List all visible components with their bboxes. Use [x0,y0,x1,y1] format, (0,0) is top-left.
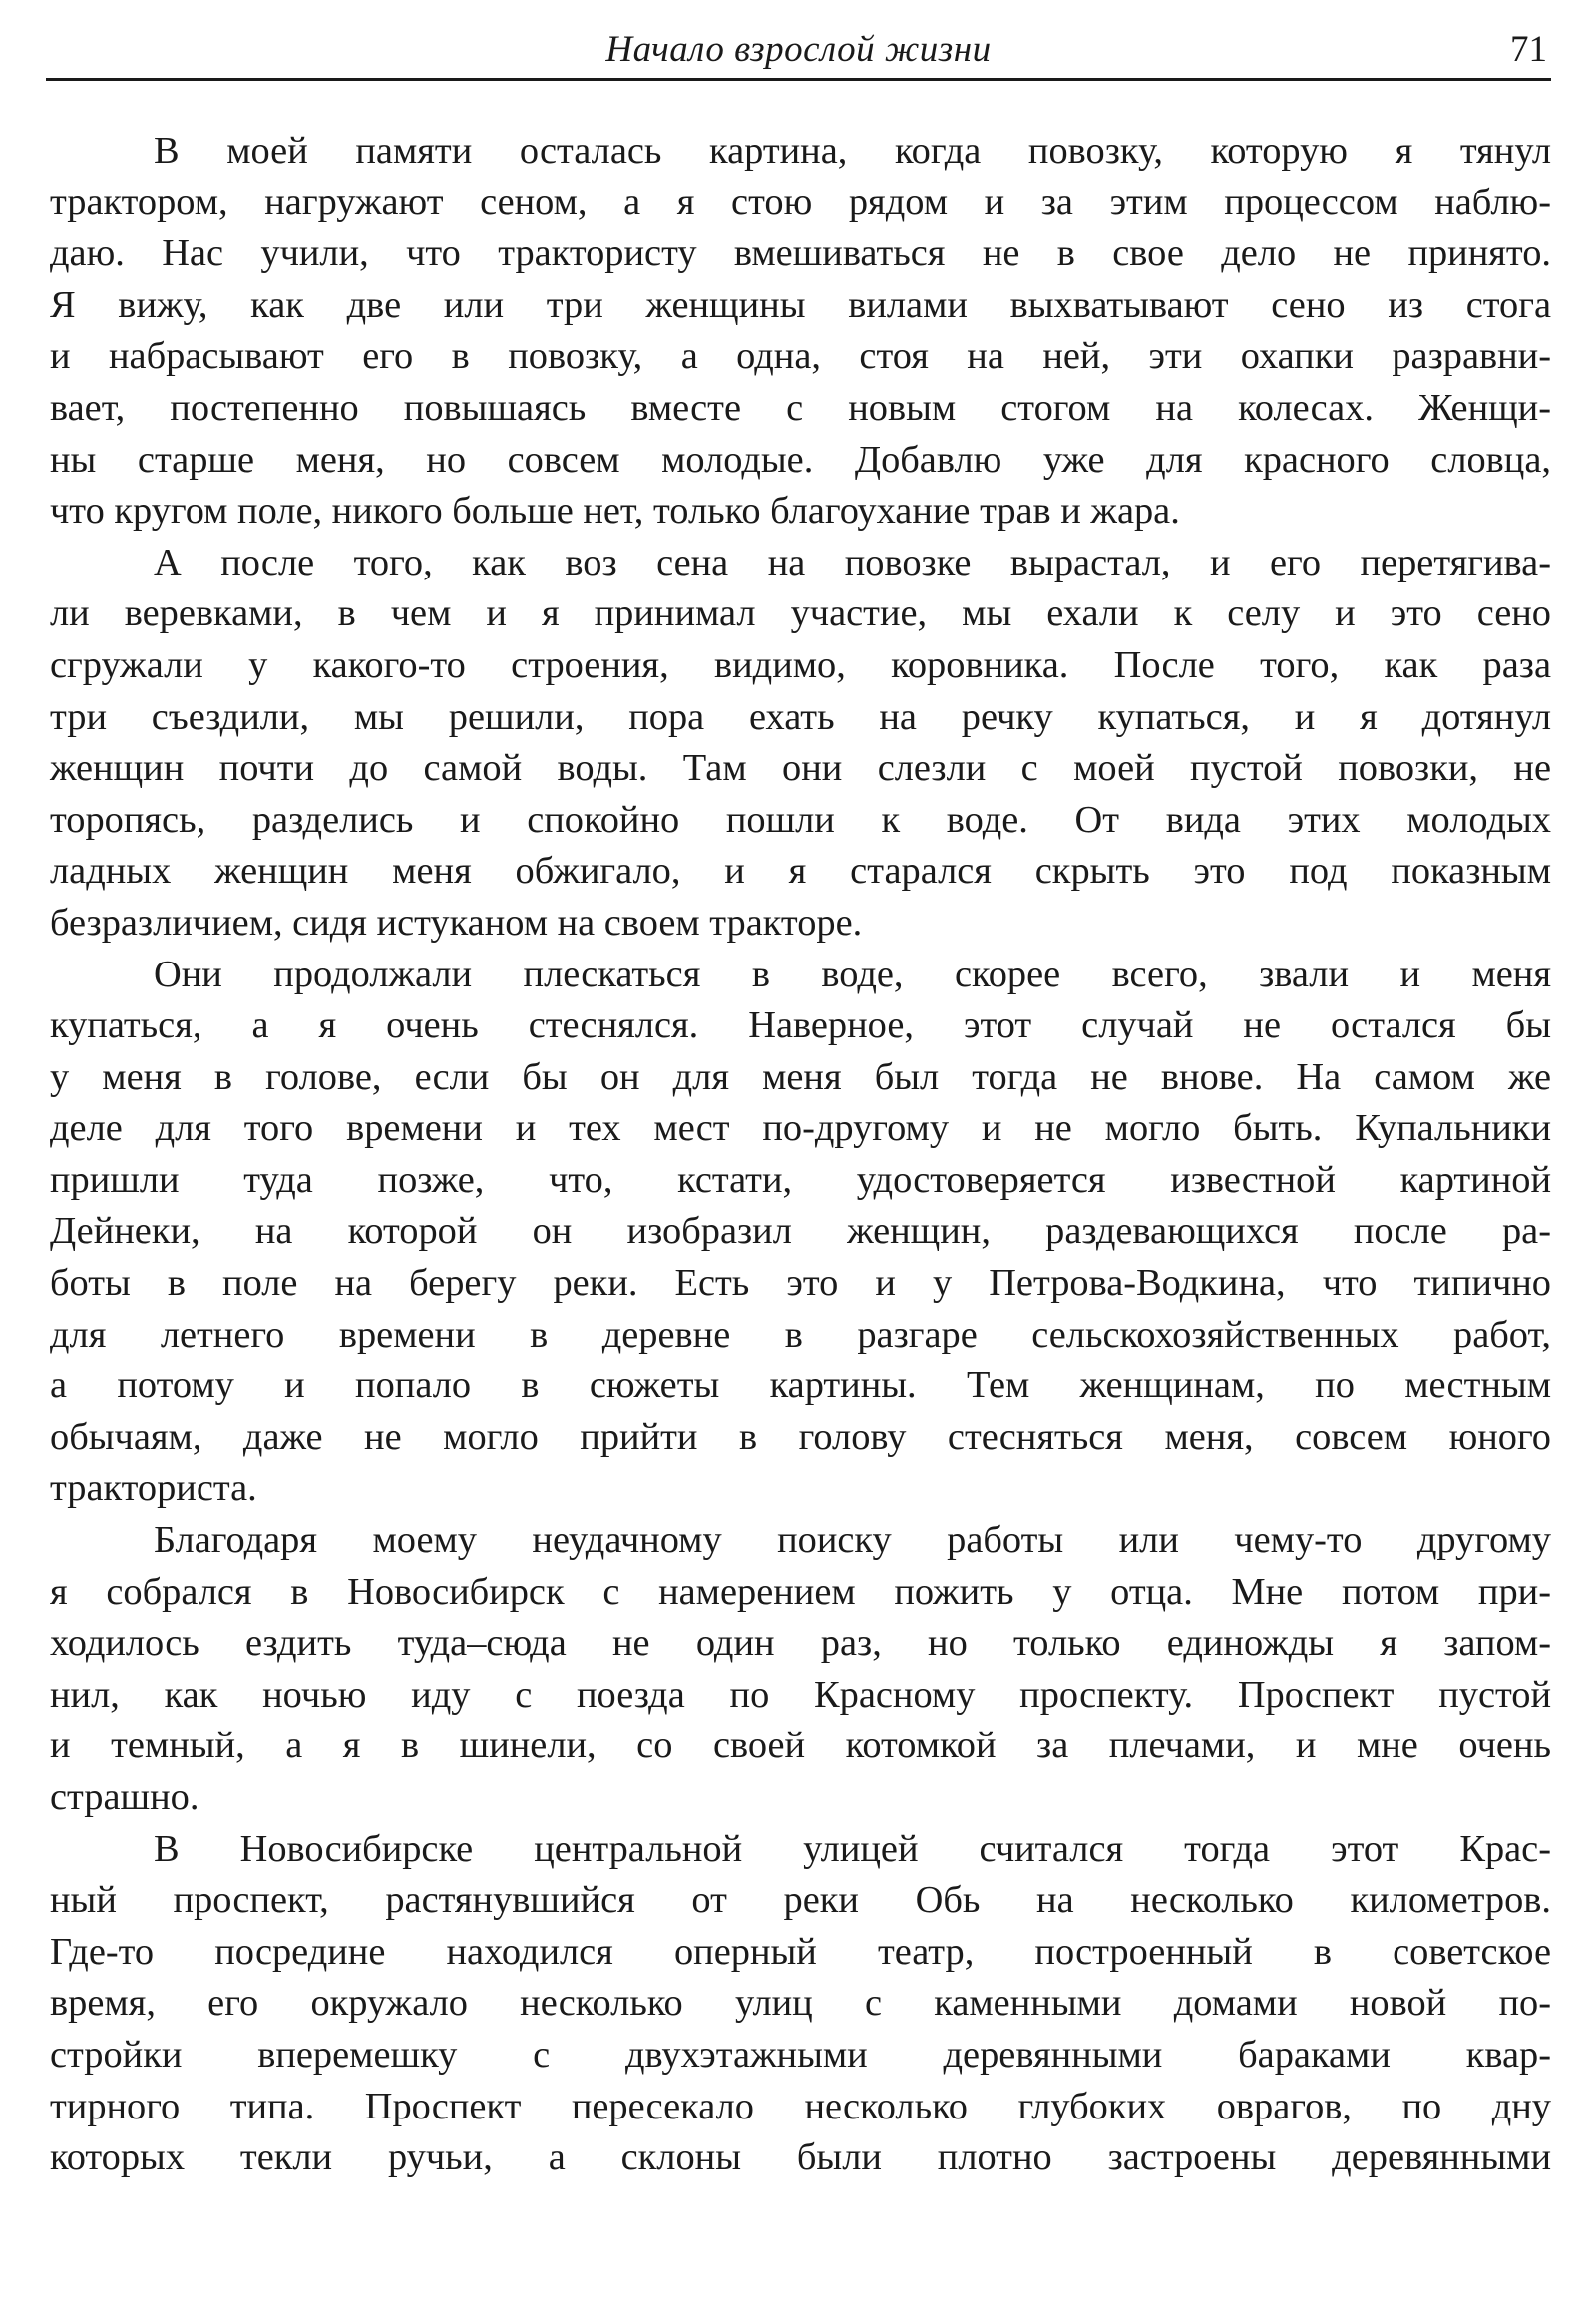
text-line: Дейнеки, на которой он изобразил женщин, раздевающихся после ра- [50,1210,1551,1253]
header-rule [46,78,1551,81]
chapter-title: Начало взрослой жизни [605,29,992,70]
text-line: А после того, как воз сена на повозке вырастал, и его перетягива- [154,541,1551,583]
text-line: Они продолжали плескаться в воде, скорее всего, звали и меня [154,953,1551,995]
paragraph [50,538,1551,950]
text-line: деле для того времени и тех мест по-другому и не могло быть. Купальники [50,1107,1551,1150]
text-line: у меня в голове, если бы он для меня был тогда не внове. На самом же [50,1055,1551,1098]
text-line: безразличием, сидя истуканом на своем тракторе. [50,901,863,944]
paragraph [50,1515,1551,1824]
text-line: В моей памяти осталась картина, когда повозку, которую я тянул [154,130,1551,172]
text-line: женщин почти до самой воды. Там они слезли с моей пустой повозки, не [50,747,1551,790]
text-line: три съездили, мы решили, пора ехать на речку купаться, и я дотянул [50,695,1551,738]
text-line: страшно. [50,1776,200,1818]
text-line: купаться, а я очень стеснялся. Наверное, этот случай не остался бы [50,1004,1551,1047]
running-header [46,22,1551,82]
paragraph [50,126,1551,538]
page-number: 71 [1510,29,1547,70]
text-line: Я вижу, как две или три женщины вилами выхватывают сено из стога [50,283,1551,326]
text-line: что кругом поле, никого больше нет, только благоухание трав и жара. [50,490,1180,533]
text-line: сгружали у какого-то строения, видимо, коровника. После того, как раза [50,643,1551,686]
text-line: тирного типа. Проспект пересекало несколько глубоких оврагов, по дну [50,2085,1551,2127]
text-line: и набрасывают его в повозку, а одна, стоя на ней, эти охапки разравни- [50,335,1551,378]
text-line: нил, как ночью иду с поезда по Красному проспекту. Проспект пустой [50,1673,1551,1716]
text-line: ладных женщин меня обжигало, и я старался скрыть это под показным [50,850,1551,893]
text-line: которых текли ручьи, а склоны были плотно застроены деревянными [50,2136,1551,2179]
text-line: вает, постепенно повышаясь вместе с новым стогом на колесах. Женщи- [50,386,1551,429]
text-line: для летнего времени в деревне в разгаре сельскохозяйственных работ, [50,1313,1551,1355]
text-line: ны старше меня, но совсем молодые. Добавлю уже для красного словца, [50,438,1551,481]
text-line: торопясь, разделись и спокойно пошли к воде. От вида этих молодых [50,798,1551,841]
text-line: а потому и попало в сюжеты картины. Тем женщинам, по местным [50,1364,1551,1407]
paragraph [50,1824,1551,2184]
text-line: ли веревками, в чем и я принимал участие, мы ехали к селу и это сено [50,592,1551,635]
body-text [50,126,1551,2184]
text-line: трактором, нагружают сеном, а я стою рядом и за этим процессом наблю- [50,181,1551,223]
text-line: В Новосибирске центральной улицей считался тогда этот Крас- [154,1827,1551,1870]
text-line: ный проспект, растянувшийся от реки Обь на несколько километров. [50,1879,1551,1922]
text-line: пришли туда позже, что, кстати, удостоверяется известной картиной [50,1158,1551,1201]
text-line: обычаям, даже не могло прийти в голову стесняться меня, совсем юного [50,1415,1551,1458]
paragraph [50,950,1551,1516]
text-line: время, его окружало несколько улиц с каменными домами новой по- [50,1982,1551,2025]
text-line: я собрался в Новосибирск с намерением пожить у отца. Мне потом при- [50,1570,1551,1613]
text-line: ходилось ездить туда–сюда не один раз, но только единожды я запом- [50,1622,1551,1665]
text-line: Где-то посредине находился оперный театр, построенный в советское [50,1930,1551,1973]
text-line: тракториста. [50,1467,257,1510]
text-line: и темный, а я в шинели, со своей котомкой за плечами, и мне очень [50,1725,1551,1767]
text-line: даю. Нас учили, что трактористу вмешиваться не в свое дело не принято. [50,232,1551,275]
text-line: боты в поле на берегу реки. Есть это и у Петрова-Водкина, что типично [50,1262,1551,1305]
text-line: Благодаря моему неудачному поиску работы или чему-то другому [154,1519,1551,1562]
text-line: стройки вперемешку с двухэтажными деревянными бараками квар- [50,2033,1551,2076]
